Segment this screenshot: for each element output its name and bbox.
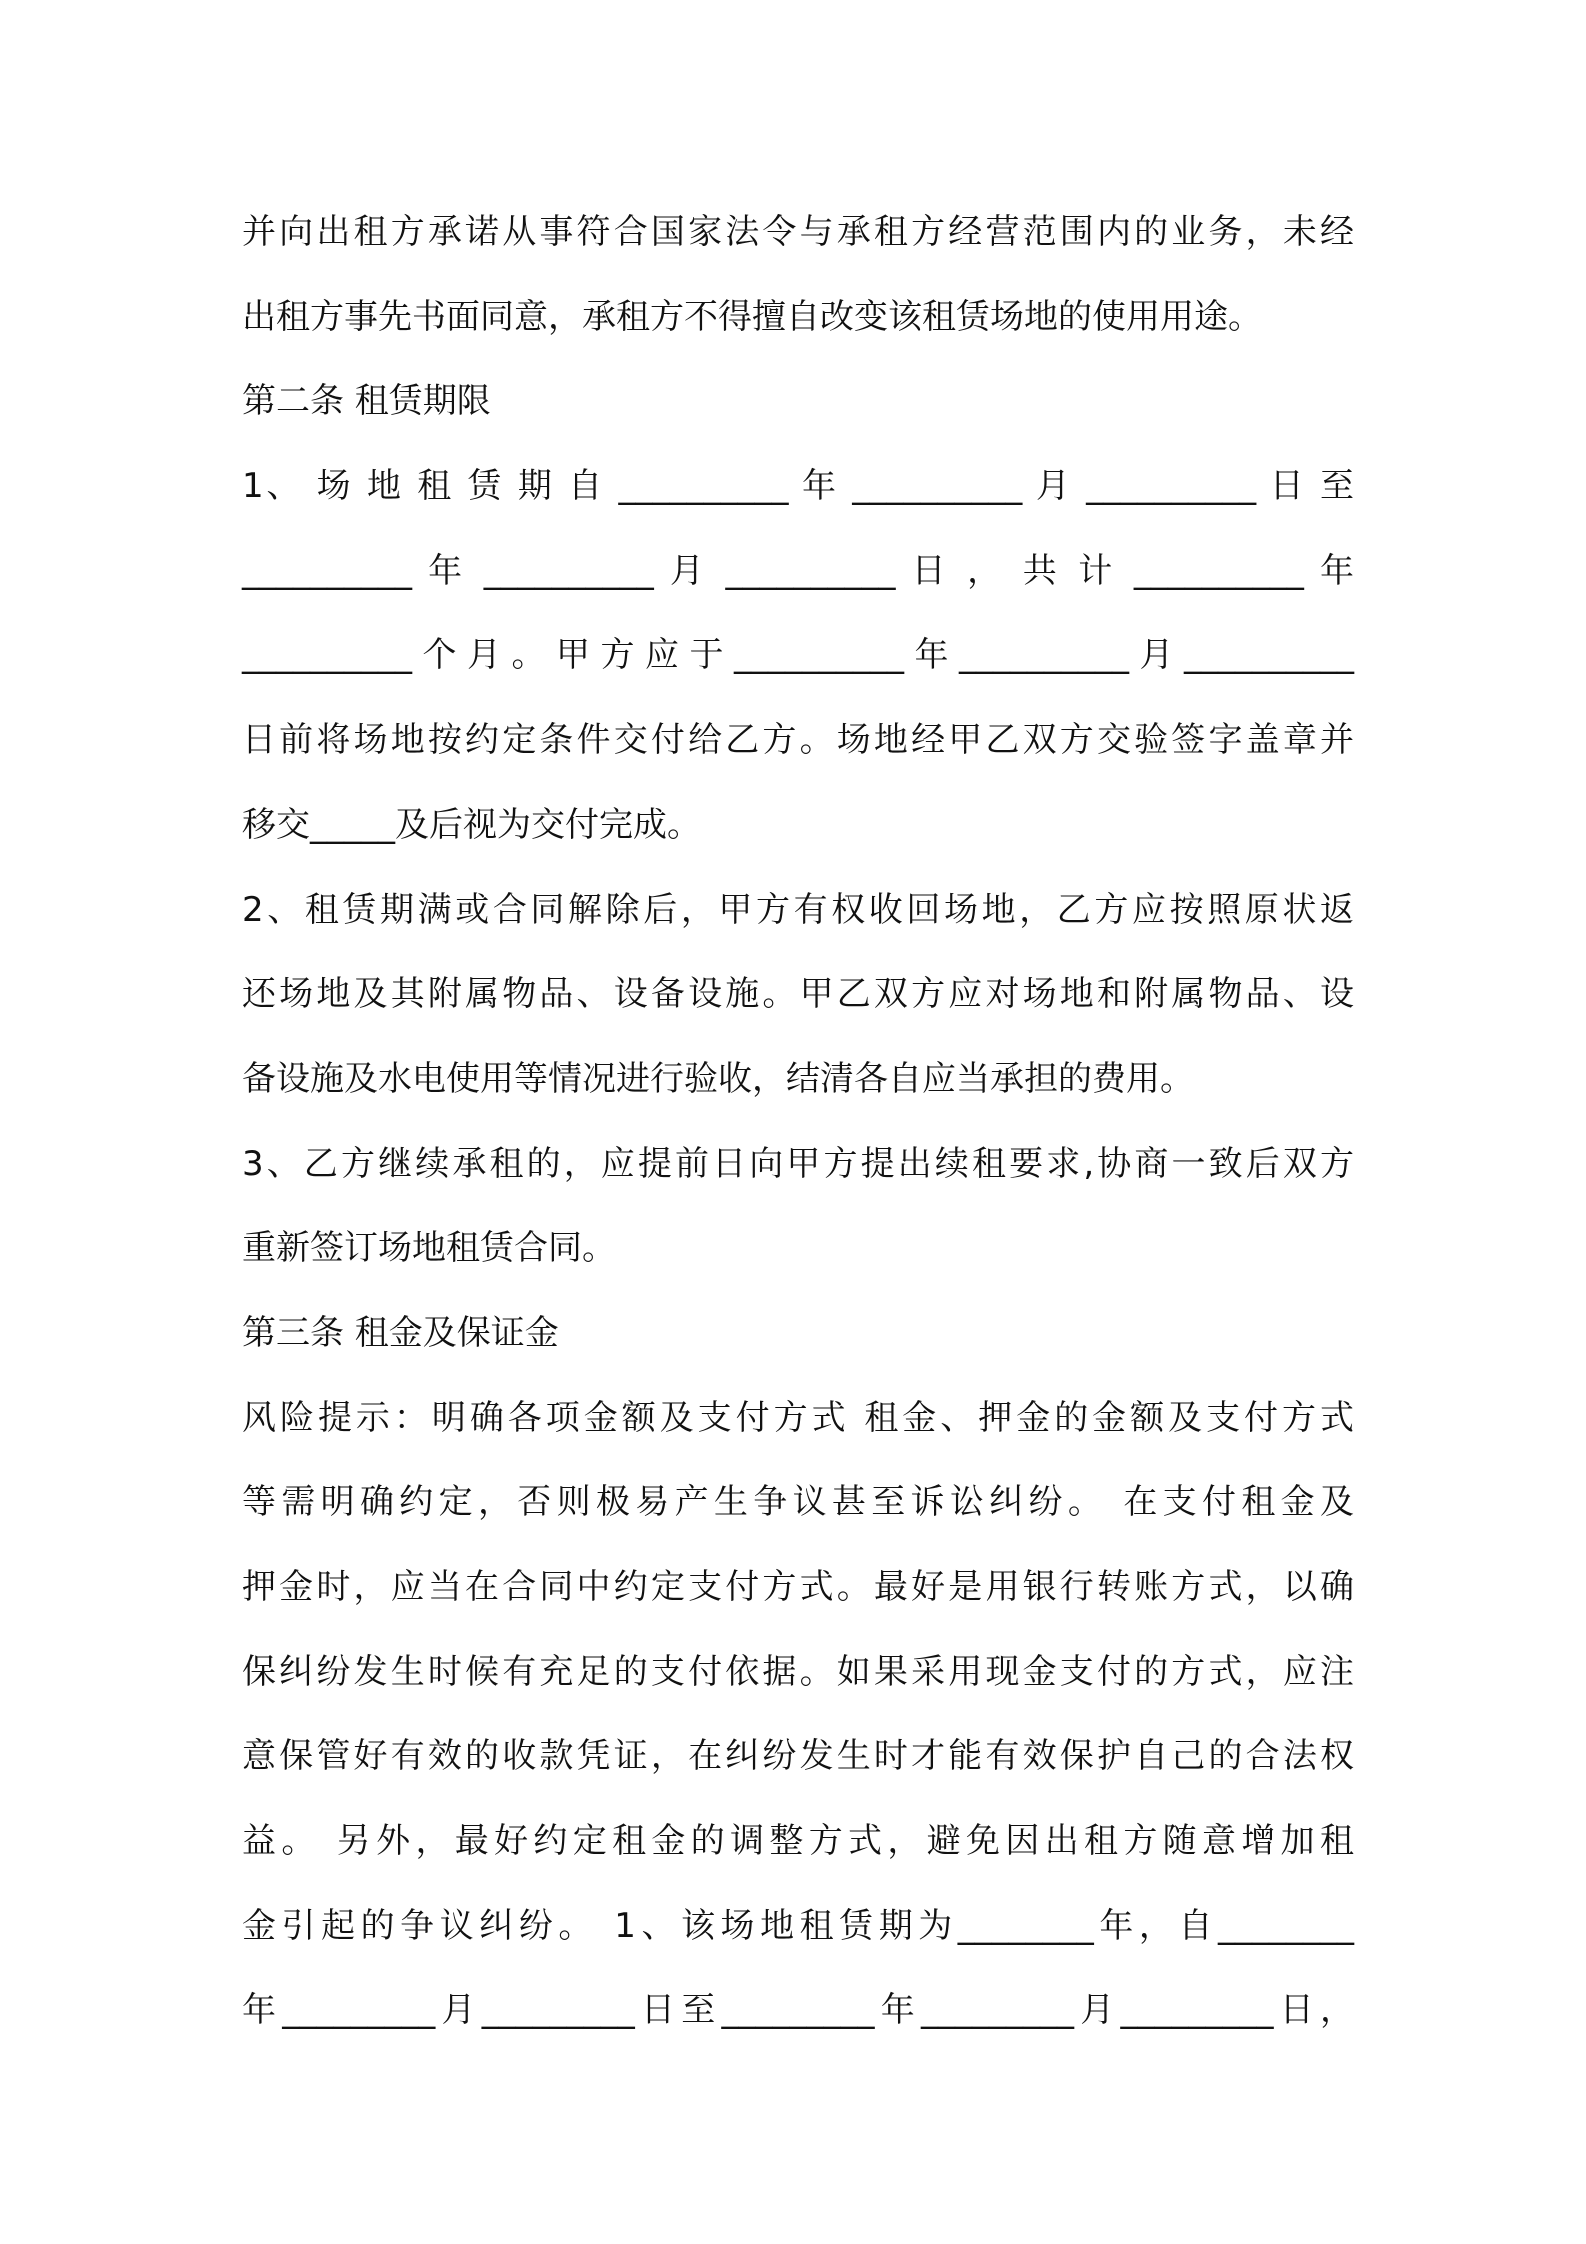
document-page <box>242 204 1354 2067</box>
paragraph-line: 押金时，应当在合同中约定支付方式。最好是用银行转账方式，以确 <box>242 1567 1354 1607</box>
paragraph-line: 出租方事先书面同意，承租方不得擅自改变该租赁场地的使用用途。 <box>242 296 1262 337</box>
paragraph-line: 3、乙方继续承租的，应提前日向甲方提出续租要求,协商一致后双方 <box>242 1143 1354 1184</box>
paragraph-line: 移交_____及后视为交付完成。 <box>242 804 701 845</box>
section-heading: 第三条 租金及保证金 <box>242 1312 559 1353</box>
paragraph-line: 益。 另外，最好约定租金的调整方式，避免因出租方随意增加租 <box>242 1821 1354 1862</box>
paragraph-line: 风险提示：明确各项金额及支付方式 租金、押金的金额及支付方式 <box>242 1397 1354 1438</box>
paragraph-line: 日前将场地按约定条件交付给乙方。场地经甲乙双方交验签字盖章并 <box>242 720 1354 761</box>
paragraph-line: 年_________月_________日至_________年_________月_________日， <box>242 1990 1354 2031</box>
paragraph-line: 并向出租方承诺从事符合国家法令与承租方经营范围内的业务，未经 <box>242 212 1354 252</box>
paragraph-line: __________个月。甲方应于__________年__________月__________ <box>242 635 1354 676</box>
paragraph-line: 等需明确约定，否则极易产生争议甚至诉讼纠纷。 在支付租金及 <box>242 1482 1354 1523</box>
paragraph-line: 重新签订场地租赁合同。 <box>242 1228 616 1269</box>
paragraph-line: 备设施及水电使用等情况进行验收，结清各自应当承担的费用。 <box>242 1058 1194 1099</box>
paragraph-line: __________ 年 __________ 月 __________ 日 ， 共 计 __________ 年 <box>242 550 1354 591</box>
paragraph-line: 1、 场 地 租 赁 期 自 __________ 年 __________ 月 __________ 日 至 <box>242 466 1354 507</box>
paragraph-line: 意保管好有效的收款凭证，在纠纷发生时才能有效保护自己的合法权 <box>242 1736 1354 1777</box>
section-heading: 第二条 租赁期限 <box>242 381 491 422</box>
paragraph-line: 金引起的争议纠纷。 1、该场地租赁期为________年，自________ <box>242 1905 1354 1946</box>
paragraph-line: 2、租赁期满或合同解除后，甲方有权收回场地，乙方应按照原状返 <box>242 889 1354 930</box>
paragraph-line: 还场地及其附属物品、设备设施。甲乙双方应对场地和附属物品、设 <box>242 974 1354 1015</box>
paragraph-line: 保纠纷发生时候有充足的支付依据。如果采用现金支付的方式，应注 <box>242 1651 1354 1692</box>
